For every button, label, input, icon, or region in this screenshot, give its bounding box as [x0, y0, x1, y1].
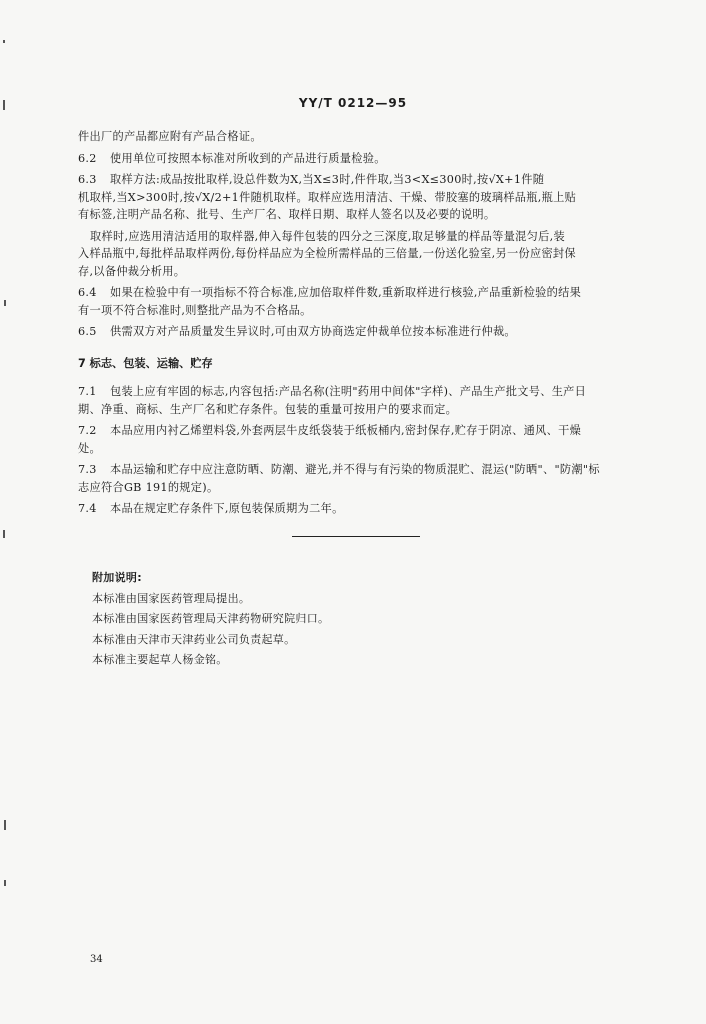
scan-speck [3, 530, 5, 538]
clause-text: 包装上应有牢固的标志,内容包括:产品名称(注明"药用中间体"字样)、产品生产批文号、生产日 [110, 385, 587, 398]
main-text [78, 128, 638, 518]
section-divider [292, 536, 420, 537]
scan-speck [4, 880, 6, 886]
clause-number: 6.2 [78, 151, 97, 165]
paragraph-line: 件出厂的产品都应附有产品合格证。 [78, 130, 262, 143]
scan-speck [4, 300, 6, 306]
paragraph-line: 志应符合GB 191的规定)。 [78, 480, 219, 494]
paragraph-line: 有标签,注明产品名称、批号、生产厂名、取样日期、取样人签名以及必要的说明。 [78, 208, 496, 221]
paragraph-line: 存,以备仲裁分析用。 [78, 264, 186, 278]
section-7-heading: 7 标志、包装、运输、贮存 [78, 356, 213, 370]
clause-text: 供需双方对产品质量发生异议时,可由双方协商选定仲裁单位按本标准进行仲裁。 [110, 325, 516, 338]
clause-number: 6.3 [78, 173, 97, 186]
clause-6-4 [78, 284, 638, 302]
clause-7-4 [78, 500, 638, 518]
scan-speck [3, 100, 5, 110]
clause-7-1 [78, 383, 638, 401]
notes-line: 本标准由国家医药管理局提出。 [92, 591, 251, 605]
clause-text: 本品在规定贮存条件下,原包装保质期为二年。 [110, 502, 344, 515]
clause-6-3 [78, 171, 638, 189]
clause-text: 取样方法:成品按批取样,设总件数为X,当X≤3时,件件取,当3<X≤300时,按√X+1件随 [110, 173, 545, 186]
clause-number: 6.4 [78, 286, 97, 299]
notes-line: 本标准由国家医药管理局天津药物研究院归口。 [92, 612, 330, 625]
clause-number: 7.3 [78, 463, 97, 476]
clause-text: 如果在检验中有一项指标不符合标准,应加倍取样件数,重新取样进行核验,产品重新检验的结果 [110, 286, 582, 299]
clause-number: 7.1 [78, 385, 97, 398]
clause-7-3 [78, 461, 638, 479]
clause-7-2 [78, 422, 638, 440]
paragraph-line: 入样品瓶中,每批样品取样两份,每份样品应为全检所需样品的三倍量,一份送化验室,另一份应密封保 [78, 247, 576, 260]
notes-line: 本标准主要起草人杨金铭。 [92, 653, 228, 666]
page-number: 34 [90, 954, 103, 965]
clause-text: 本品运输和贮存中应注意防晒、防潮、避光,并不得与有污染的物质混贮、混运("防晒"、"防潮"标 [110, 463, 600, 476]
notes-title: 附加说明: [92, 571, 142, 584]
paragraph-line: 取样时,应选用清洁适用的取样器,伸入每件包装的四分之三深度,取足够量的样品等量混匀后,装 [90, 229, 565, 243]
clause-number: 6.5 [78, 325, 97, 338]
clause-number: 7.4 [78, 502, 97, 515]
notes-line: 本标准由天津市天津药业公司负责起草。 [92, 632, 296, 646]
scan-speck [3, 40, 5, 43]
paragraph-line: 期、净重、商标、生产厂名和贮存条件。包装的重量可按用户的要求而定。 [78, 402, 458, 416]
paragraph-line: 有一项不符合标准时,则整批产品为不合格品。 [78, 303, 312, 317]
clause-text: 使用单位可按照本标准对所收到的产品进行质量检验。 [110, 151, 386, 165]
paragraph-line: 处。 [78, 441, 101, 455]
paragraph-line: 机取样,当X>300时,按√X/2+1件随机取样。取样应选用清洁、干燥、带胶塞的玻璃样品瓶,瓶上贴 [78, 190, 577, 204]
scan-speck [4, 820, 6, 830]
clause-6-2 [78, 150, 638, 168]
clause-text: 本品应用内衬乙烯塑料袋,外套两层牛皮纸袋装于纸板桶内,密封保存,贮存于阴凉、通风、干燥 [110, 424, 582, 437]
standard-code-header: YY/T 0212—95 [298, 96, 408, 110]
additional-notes [92, 568, 612, 671]
clause-6-5 [78, 323, 638, 341]
clause-number: 7.2 [78, 424, 97, 437]
